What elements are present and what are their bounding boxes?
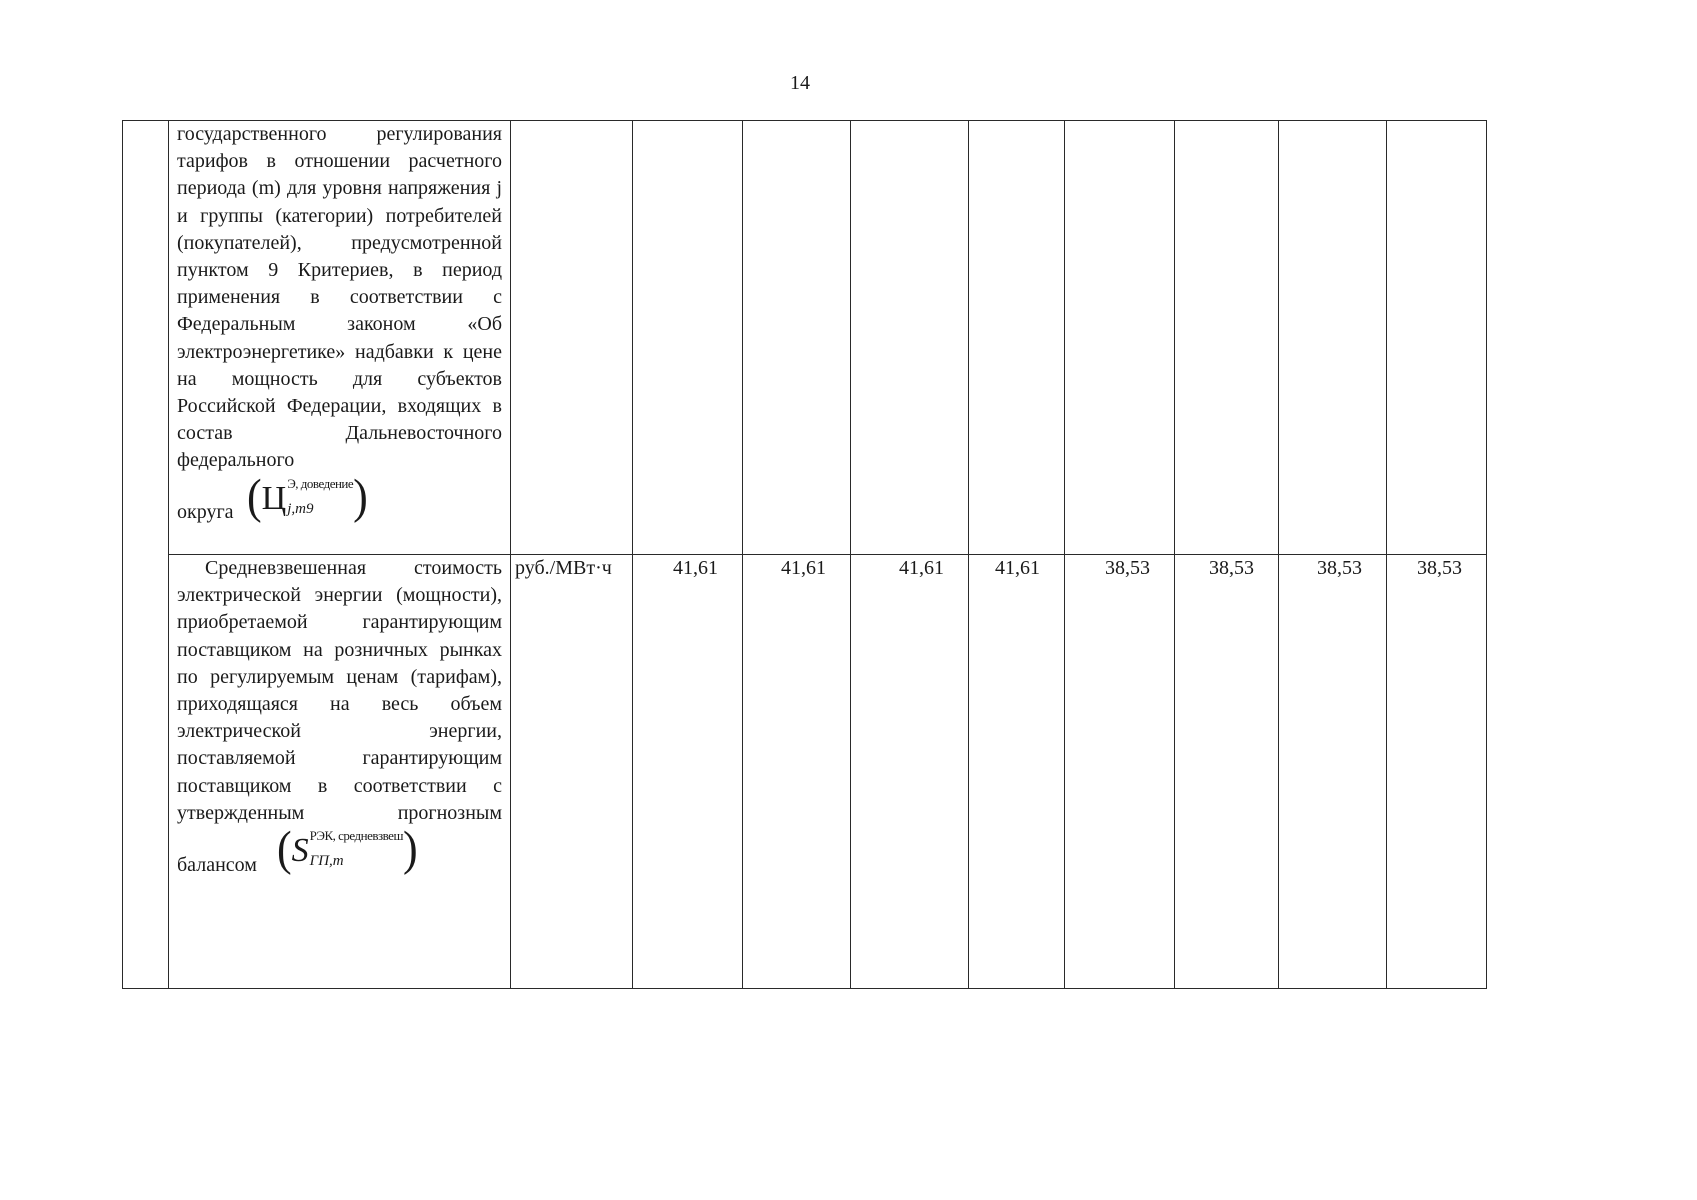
formula-superscript: Э, доведение [287,475,354,491]
formula-line [177,471,502,527]
value-cell: 38,53 [1387,555,1487,989]
value-cell: 41,61 [633,555,743,989]
row-number-cell [123,121,169,989]
left-paren: ( [277,821,292,876]
value-cell [1279,121,1387,555]
formula [247,469,368,524]
description-cell [169,121,511,555]
value-cell: 38,53 [1175,555,1279,989]
description-text: государственного регулирования тарифов в отношении расчетного периода (m) для уровня напряжения j и группы (категории) потребителей (покупателей), предусмотренной пунктом 9 Критериев, в период применения в соответствии с Федеральным законом «Об электроэнергетике» надбавки к цене на мощность для субъектов Российской Федерации, входящих в состав Дальневосточного федерального [177,123,502,472]
formula-lead-text: балансом [177,853,257,876]
formula [277,821,418,876]
left-paren: ( [247,469,262,524]
page-number: 14 [790,72,810,94]
formula-symbol: Ц [261,479,287,517]
formula-symbol: S [291,832,309,870]
value-cell: 38,53 [1279,555,1387,989]
value-cell [1065,121,1175,555]
formula-superscript: РЭК, средневзвеш [309,828,403,844]
value-cell: 41,61 [969,555,1065,989]
table-row [123,121,1487,555]
formula-lead-text: округа [177,501,234,524]
unit-cell [511,121,633,555]
value-cell [1175,121,1279,555]
formula-line [177,823,502,879]
table-row [123,555,1487,989]
value-cell [969,121,1065,555]
formula-subscript: j,m9 [287,500,314,517]
right-paren: ) [353,469,368,524]
value-cell: 38,53 [1065,555,1175,989]
tariff-table [122,120,1487,989]
right-paren: ) [402,821,418,876]
description-text: Средневзвешенная стоимость электрической энергии (мощности), приобретаемой гарантирующим поставщиком на розничных рынках по регулируемым ценам (тарифам), приходящаяся на весь объем электрической энергии, поставляемой гарантирующим поставщиком в соответствии с утвержденным прогнозным [177,557,502,824]
value-cell: 41,61 [743,555,851,989]
value-cell [633,121,743,555]
value-cell [851,121,969,555]
value-cell [1387,121,1487,555]
description-cell [169,555,511,989]
value-cell: 41,61 [851,555,969,989]
formula-subscript: ГП,m [309,853,344,870]
value-cell [743,121,851,555]
unit-cell: руб./МВт·ч [511,555,633,989]
